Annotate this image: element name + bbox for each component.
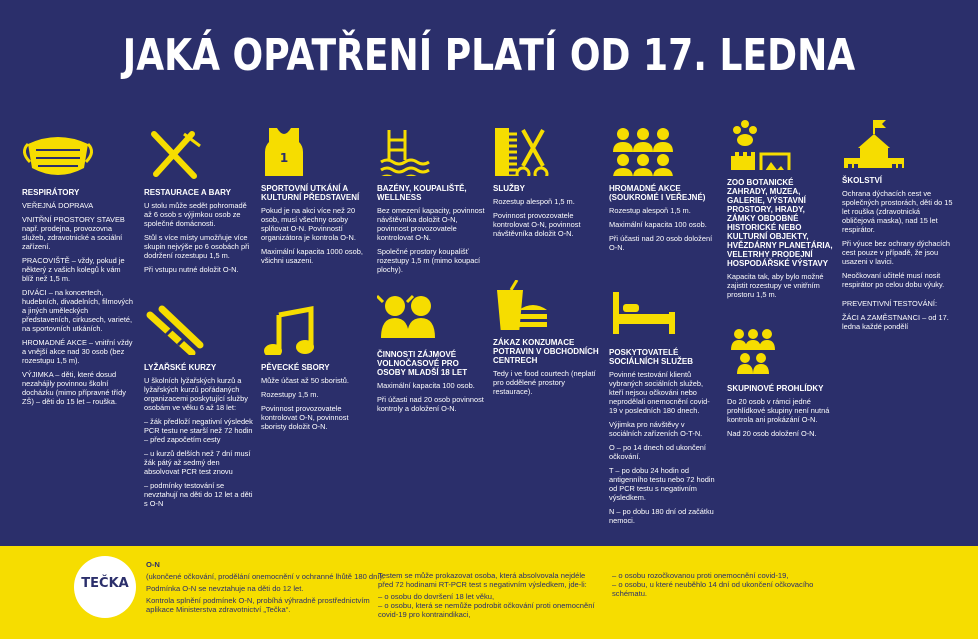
jersey-icon [261,126,307,176]
heading: ZÁKAZ KONZUMACE POTRAVIN V OBCHODNÍCH CENTRECH [493,338,599,365]
footer [0,546,978,639]
text: DIVÁCI – na koncertech, hudebních, divadelních, filmových a jiných uměleckých představeních, cirkusech, varieté, na sportovních utkáních. [22,288,133,333]
face-mask-icon [22,130,94,180]
text: Při výuce bez ochrany dýchacích cest pouze v případě, že jsou usazeni v lavici. [842,239,951,266]
text: Rozestup alespoň 1,5 m. [609,206,691,215]
text: T – po dobu 24 hodin od antigenního testu nebo 72 hodin od PCR testu s negativním výsledkem. [609,466,715,502]
heading: SKUPINOVÉ PROHLÍDKY [727,384,824,393]
text: Rozestupy 1,5 m. [261,390,319,399]
text: Kapacita tak, aby bylo možné zajistit rozestupy ve vnitřním prostoru 1,5 m. [727,272,824,299]
text: – o osobu rozočkovanou proti onemocnění covid-19, [612,571,789,580]
fork-knife-icon [144,130,204,180]
music-note-icon [261,305,317,355]
text: Rozestup alespoň 1,5 m. [493,197,575,206]
text: Povinnost provozovatele kontrolovat O-N, povinnost sboristy doložit O-N. [261,404,349,431]
heading: RESTAURACE A BARY [144,188,231,197]
section-youth-activities [377,292,485,418]
section-education [842,118,954,336]
text: (ukončené očkování, prodělání onemocnění v ochranné lhůtě 180 dní). [146,572,385,581]
section-services [493,126,601,243]
heading: LYŽAŘSKÉ KURZY [144,363,217,372]
text: Do 20 osob v rámci jedné prohlídkové skupiny není nutná kontrola ani prokázání O-N. [727,397,830,424]
text: Při účasti nad 20 osob doložení O-N. [609,234,713,252]
text: Neočkovaní učitelé musí nosit respirátor po celou dobu výuky. [842,271,945,289]
crowd-icon [609,126,677,176]
text: O – po 14 dnech od ukončení očkování. [609,443,706,461]
section-restaurants [144,130,254,279]
text: Při vstupu nutné doložit O-N. [144,265,239,274]
text: – žák předloží negativní výsledek PCR testu ne starší než 72 hodin – před započetím cesty [144,417,253,444]
text: – u kurzů delších než 7 dní musí žák pátý až sedmý den absolvovat PCR test znovu [144,449,251,476]
svg-text:1: 1 [279,151,289,165]
text: U školních lyžařských kurzů a lyžařských kurzů pořádaných organizacemi poskytující služby osobám ve věku 6 až 18 let: [144,376,248,412]
heading: HROMADNÉ AKCE (SOUKROMÉ I VEŘEJNÉ) [609,184,706,202]
section-respirators [22,130,134,411]
text: N – po dobu 180 dní od začátku nemoci. [609,507,714,525]
zoo-museum-icon [727,120,793,170]
text: – o osobu do dovršení 18 let věku, [378,592,495,601]
text: Nad 20 osob doložení O-N. [727,429,817,438]
group-icon [727,326,777,376]
footer-column-1 [146,560,386,617]
section-social-services [609,290,717,530]
text: PRACOVIŠTĚ – vždy, pokud je některý z vašich kolegů k vám blíž než 1,5 m. [22,256,125,283]
text: Může účast až 50 sboristů. [261,376,349,385]
text: HROMADNÉ AKCE – vnitřní vždy a vnější akce nad 30 osob (bez rozestupu 1,5 m). [22,338,133,365]
heading: SLUŽBY [493,184,525,193]
page-title: JAKÁ OPATŘENÍ PLATÍ OD 17. LEDNA [122,30,856,81]
logo-text: TEČKA [81,576,129,591]
text: PREVENTIVNÍ TESTOVÁNÍ: [842,299,938,308]
text: Maximální kapacita 100 osob. [609,220,707,229]
heading: BAZÉNY, KOUPALIŠTĚ, WELLNESS [377,184,467,202]
section-sports [261,126,369,270]
text: Ochrana dýchacích cest ve společných prostorách, děti do 15 let rouška (zdravotnická obličejová maska), nad 15 let respirátor. [842,189,953,234]
fast-food-icon [493,280,549,330]
footer-column-3 [612,571,842,601]
text: Podmínka O-N se nevztahuje na děti do 12 let. [146,584,304,593]
heading: SPORTOVNÍ UTKÁNÍ A KULTURNÍ PŘEDSTAVENÍ [261,184,360,202]
section-ski-courses [144,305,254,513]
text: Bez omezení kapacity, povinnost návštěvníka doložit O-N, povinnost provozovatele kontrolovat O-N. [377,206,485,242]
heading: ZOO BOTANICKÉ ZAHRADY, MUZEA, GALERIE, VÝSTAVNÍ PROSTORY, HRADY, ZÁMKY OBDOBNÉ HISTORICKÉ NEBO KULTURNÍ OBJEKTY, HVĚZDÁRNY PLANETÁRIA, VELETRHY PRODEJNÍ HOSPODÁŘSKÉ VÝSTAVY [727,178,833,268]
text: VÝJIMKA – děti, které dosud nezahájily povinnou školní docházku (mimo přípravné třídy ZŠ) – děti do 15 let – rouška. [22,370,126,406]
text: Maximální kapacita 100 osob. [377,381,475,390]
swimming-pool-icon [377,126,435,176]
section-mass-events [609,126,717,257]
heading: ČINNOSTI ZÁJMOVÉ VOLNOČASOVÉ PRO OSOBY MLADŠÍ 18 LET [377,350,468,377]
text: – o osobu, u které neuběhlo 14 dní od ukončení očkovacího schématu. [612,580,814,598]
section-zoo-museums [727,120,833,304]
text: – o osobu, která se nemůže podrobit očkování proti onemocnění covid-19 pro kontraindikaci, [378,601,595,619]
text: Pokud je na akci více než 20 osob, musí všechny osoby splňovat O-N. Povinností organizátora je kontrola O-N. [261,206,356,242]
text: Výjimka pro návštěvy v sociálních zařízeních O-T-N. [609,420,703,438]
text: Povinné testování klientů vybraných sociálních služeb, kteří nejsou očkováni nebo neprodělali onemocnění covid-19 v posledních 180 dnech. [609,370,710,415]
text: Povinnost provozovatele kontrolovat O-N, povinnost návštěvníka doložit O-N. [493,211,581,238]
text: Společné prostory koupališť rozestupy 1,5 m (mimo koupací plochy). [377,247,481,274]
text: U stolu může sedět pohromadě až 6 osob s výjimkou osob ze společné domácnosti. [144,201,247,228]
section-food-ban [493,280,601,401]
text: O-N [146,560,160,569]
text: Stůl s více místy umožňuje více skupin nejvýše po 6 osobách při dodržení rozestupu 1,5 m. [144,233,250,260]
text: Tedy i ve food courtech (neplatí pro oddělené prostory restaurace). [493,369,596,396]
ski-icon [144,305,204,355]
section-group-tours [727,326,833,443]
comb-scissors-icon [493,126,549,176]
children-icon [377,292,441,342]
text: Kontrola splnění podmínek O-N, probíhá výhradně prostřednictvím aplikace Ministerstva zdravotnictví „Tečka“. [146,596,370,614]
heading: PĚVECKÉ SBORY [261,363,330,372]
heading: POSKYTOVATELÉ SOCIÁLNÍCH SLUŽEB [609,348,693,366]
text: Při účasti nad 20 osob povinnost kontroly a doložení O-N. [377,395,484,413]
section-pools [377,126,485,279]
text: – podmínky testování se nevztahují na děti do 12 let a děti s O-N [144,481,253,508]
tecka-logo [74,556,136,618]
heading: RESPIRÁTORY [22,188,80,197]
text: VEŘEJNÁ DOPRAVA [22,201,94,210]
text: VNITŘNÍ PROSTORY STAVEB např. prodejna, provozovna služeb, zdravotnické a sociální zařízení. [22,215,125,251]
text: ŽÁCI A ZAMĚSTNANCI – od 17. ledna každé pondělí [842,313,949,331]
text: Maximální kapacita 1000 osob, všichni usazeni. [261,247,363,265]
text: Testem se může prokazovat osoba, která absolvovala nejdéle před 72 hodinami RT-PCR test s negativním výsledkem, jde-li: [378,571,587,589]
section-choirs [261,305,369,436]
school-building-icon [842,118,906,168]
footer-column-2 [378,571,598,622]
bed-icon [609,290,679,340]
heading: ŠKOLSTVÍ [842,176,883,185]
